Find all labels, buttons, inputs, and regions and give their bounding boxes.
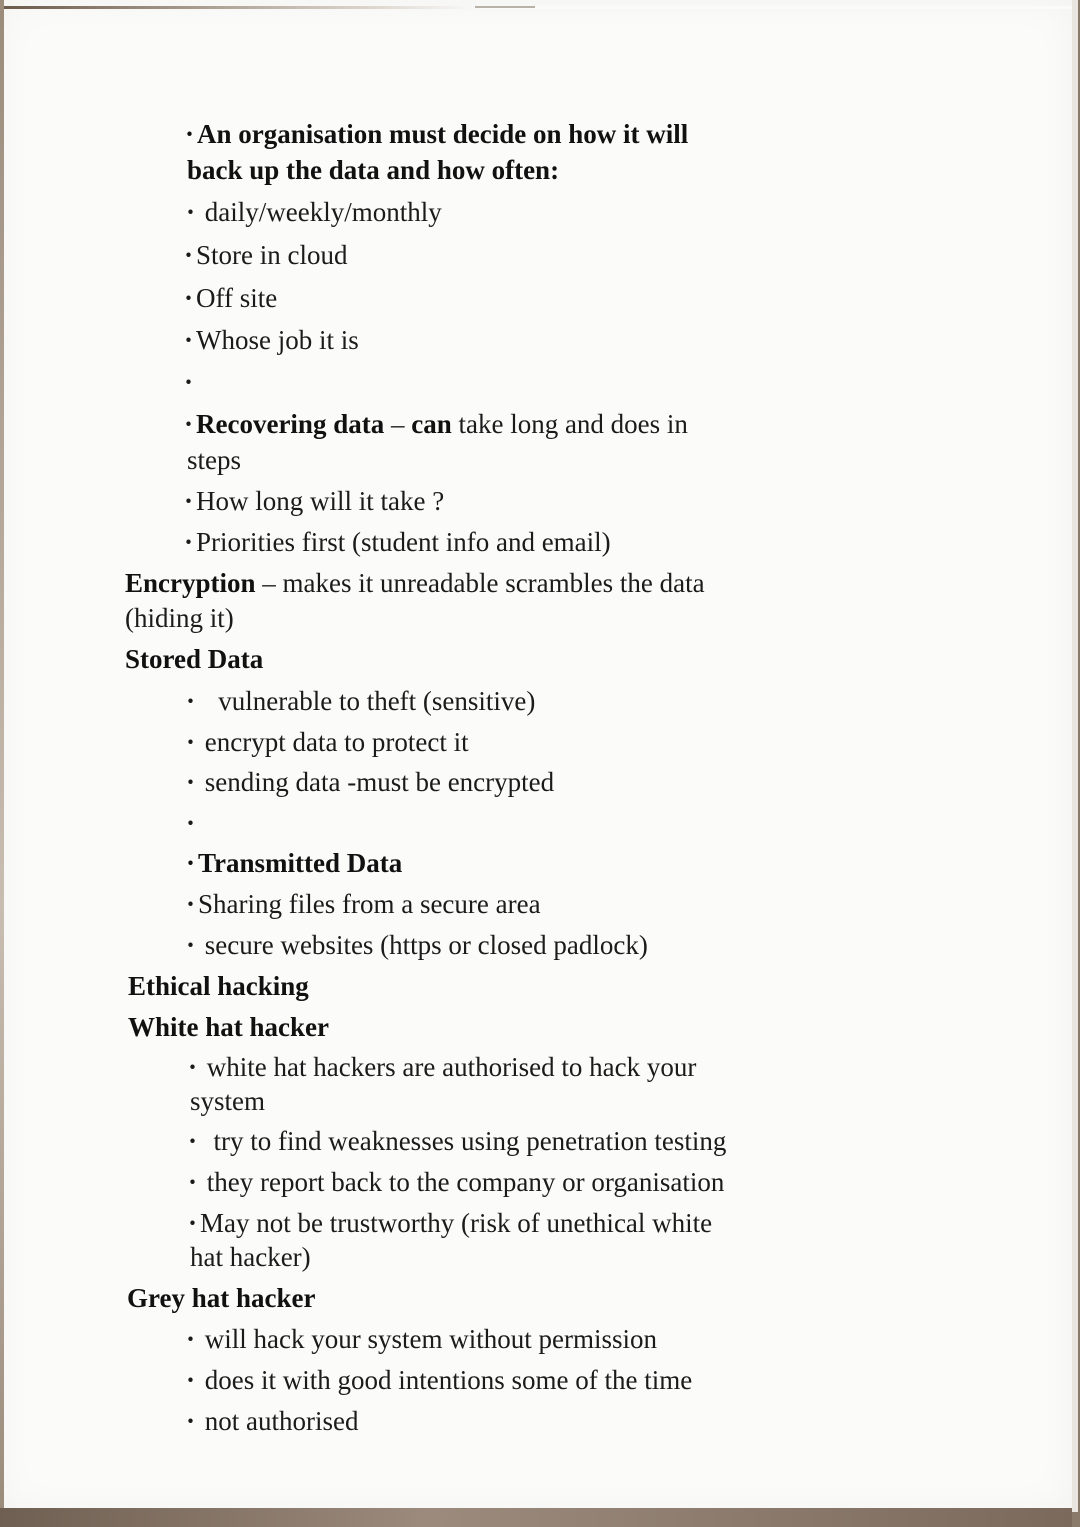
white-hat-bullet-cont: hat hacker) <box>190 1242 311 1272</box>
recovering-line1: · Recovering data – can take long and does in <box>184 409 688 439</box>
scan-edge-left <box>0 0 4 1512</box>
stored-data-bullet: · encrypt data to protect it <box>186 727 469 757</box>
transmitted-data-heading: · Transmitted Data <box>186 848 403 878</box>
grey-hat-bullet: · will hack your system without permission <box>186 1324 657 1354</box>
grey-hat-bullet: · does it with good intentions some of the time <box>186 1365 693 1395</box>
backup-intro-line2: back up the data and how often: <box>187 155 560 185</box>
transmitted-bullet: · Sharing files from a secure area <box>186 889 541 919</box>
backup-bullet: · daily/weekly/monthly <box>186 197 442 227</box>
white-hat-bullet: · white hat hackers are authorised to hack your <box>188 1052 697 1082</box>
transmitted-bullet: · secure websites (https or closed padlock) <box>186 930 648 960</box>
grey-hat-heading: Grey hat hacker <box>127 1283 316 1313</box>
scan-edge-top <box>0 6 1072 9</box>
recovering-bullet: · How long will it take ? <box>184 486 445 516</box>
recovering-bullet: · Priorities first (student info and email) <box>184 527 611 557</box>
white-hat-bullet-cont: system <box>190 1086 266 1116</box>
grey-hat-bullet: · not authorised <box>186 1406 359 1436</box>
backup-bullet: · Whose job it is <box>184 325 359 355</box>
ethical-hacking-heading: Ethical hacking <box>128 971 309 1001</box>
white-hat-heading: White hat hacker <box>128 1012 329 1042</box>
stored-data-heading: Stored Data <box>125 644 264 674</box>
empty-bullet: · <box>184 367 194 397</box>
backup-bullet: · Store in cloud <box>184 240 348 270</box>
white-hat-bullet: · they report back to the company or organisation <box>188 1167 725 1197</box>
empty-bullet: · <box>186 808 196 838</box>
backup-intro-line1: · An organisation must decide on how it will <box>185 119 689 149</box>
white-hat-bullet: · May not be trustworthy (risk of unethical white <box>188 1208 713 1238</box>
bullet-dot: · <box>185 119 195 149</box>
scan-edge-bottom <box>0 1508 1072 1527</box>
stored-data-bullet: · vulnerable to theft (sensitive) <box>186 686 536 716</box>
encryption-line1: Encryption – makes it unreadable scrambles the data <box>125 568 705 598</box>
encryption-line2: (hiding it) <box>125 603 234 633</box>
white-hat-bullet: · try to find weaknesses using penetration testing <box>188 1126 727 1156</box>
backup-bullet: · Off site <box>184 283 278 313</box>
stored-data-bullet: · sending data -must be encrypted <box>186 767 555 797</box>
scan-mark <box>475 6 535 8</box>
recovering-line2: steps <box>187 445 241 475</box>
